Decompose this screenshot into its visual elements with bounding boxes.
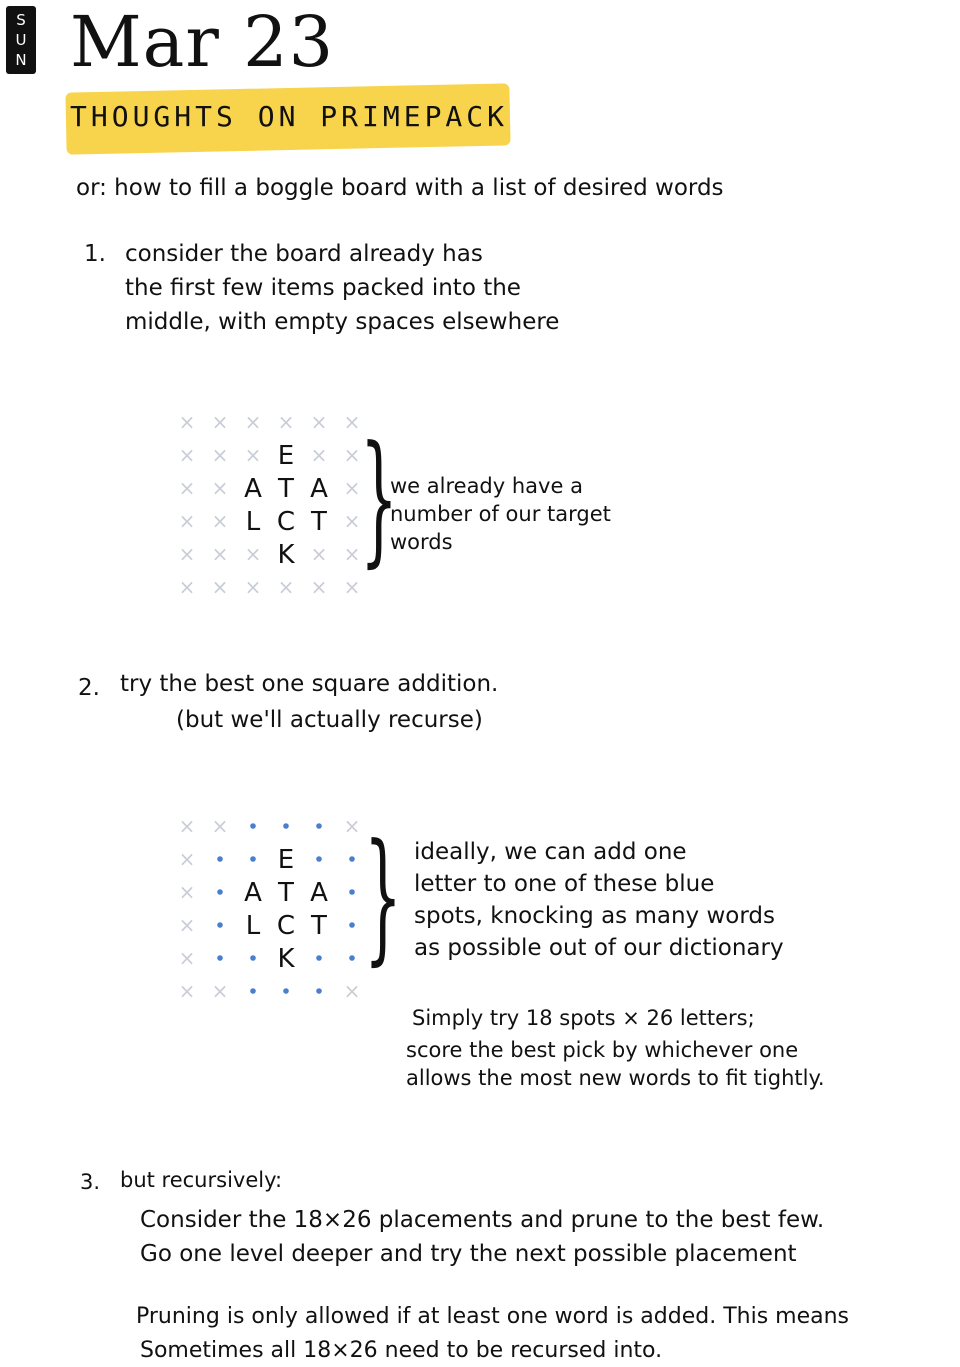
day-badge bbox=[6, 6, 36, 74]
grid2-letter-cell: L bbox=[245, 911, 261, 941]
grid2-candidate-spot bbox=[250, 955, 256, 961]
grid1-empty-cell: × bbox=[211, 542, 229, 566]
step2-note-line: as possible out of our dictionary bbox=[414, 935, 784, 961]
board-grid-1 bbox=[170, 400, 380, 600]
grid1-empty-cell: × bbox=[343, 575, 361, 599]
step2-note-line: spots, knocking as many words bbox=[414, 903, 775, 929]
grid1-empty-cell: × bbox=[310, 410, 328, 434]
step2-note2-line: score the best pick by whichever one bbox=[406, 1038, 799, 1062]
grid1-empty-cell: × bbox=[211, 509, 229, 533]
grid1-empty-cell: × bbox=[178, 443, 196, 467]
step3-line2: Pruning is only allowed if at least one word is added. This means bbox=[136, 1304, 850, 1329]
grid2-candidate-spot bbox=[316, 988, 322, 994]
grid1-empty-cell: × bbox=[211, 410, 229, 434]
grid1-letter-cell: C bbox=[276, 507, 296, 537]
grid1-empty-cell: × bbox=[178, 509, 196, 533]
grid2-empty-cell: × bbox=[178, 946, 196, 970]
grid2-candidate-spot bbox=[250, 823, 256, 829]
grid2-candidate-spot bbox=[217, 889, 223, 895]
grid2-candidate-spot bbox=[349, 955, 355, 961]
grid1-empty-cell: × bbox=[178, 410, 196, 434]
grid2-letter-cell: A bbox=[310, 878, 328, 908]
page-title: THOUGHTS ON PRIMEPACK bbox=[70, 100, 509, 133]
grid2-letter-cell: E bbox=[277, 845, 295, 875]
step1-number: 1. bbox=[84, 241, 106, 267]
grid1-empty-cell: × bbox=[310, 542, 328, 566]
grid2-candidate-spot bbox=[349, 856, 355, 862]
grid2-letter-cell: K bbox=[277, 944, 295, 974]
grid2-empty-cell: × bbox=[211, 979, 229, 1003]
right-brace: } bbox=[364, 814, 402, 979]
grid1-letter-cell: T bbox=[278, 474, 294, 504]
grid1-empty-cell: × bbox=[178, 575, 196, 599]
grid1-empty-cell: × bbox=[277, 410, 295, 434]
step2-note-line: letter to one of these blue bbox=[414, 871, 715, 897]
grid1-letter-cell: L bbox=[245, 507, 261, 537]
grid2-candidate-spot bbox=[283, 823, 289, 829]
grid1-empty-cell: × bbox=[244, 443, 262, 467]
grid2-empty-cell: × bbox=[211, 814, 229, 838]
step1-note-line: words bbox=[390, 530, 453, 554]
grid1-empty-cell: × bbox=[343, 476, 361, 500]
grid1-empty-cell: × bbox=[244, 575, 262, 599]
day-letter: U bbox=[15, 31, 27, 49]
grid2-candidate-spot bbox=[217, 955, 223, 961]
right-brace: } bbox=[360, 416, 398, 581]
step1-line: the first few items packed into the bbox=[125, 275, 521, 301]
step2-line: try the best one square addition. bbox=[120, 671, 499, 697]
grid1-letter-cell: A bbox=[244, 474, 262, 504]
grid2-empty-cell: × bbox=[178, 979, 196, 1003]
grid1-empty-cell: × bbox=[343, 509, 361, 533]
step3-number: 3. bbox=[80, 1170, 101, 1194]
grid2-letter-cell: T bbox=[311, 911, 327, 941]
grid1-empty-cell: × bbox=[310, 443, 328, 467]
page-date: Mar 23 bbox=[70, 1, 335, 83]
grid2-empty-cell: × bbox=[343, 979, 361, 1003]
grid2-empty-cell: × bbox=[178, 913, 196, 937]
step1-note-line: number of our target bbox=[390, 502, 611, 526]
grid2-candidate-spot bbox=[316, 955, 322, 961]
grid2-candidate-spot bbox=[250, 856, 256, 862]
grid1-letter-cell: K bbox=[277, 540, 295, 570]
step1-note-line: we already have a bbox=[390, 474, 583, 498]
step3-heading: but recursively: bbox=[120, 1168, 283, 1192]
step3-line: Consider the 18×26 placements and prune to the best few. bbox=[140, 1207, 825, 1233]
grid1-empty-cell: × bbox=[178, 542, 196, 566]
day-letter: N bbox=[15, 51, 27, 69]
grid1-empty-cell: × bbox=[211, 575, 229, 599]
grid1-empty-cell: × bbox=[343, 410, 361, 434]
grid2-letter-cell: T bbox=[278, 878, 294, 908]
grid2-candidate-spot bbox=[316, 856, 322, 862]
grid2-candidate-spot bbox=[316, 823, 322, 829]
grid2-candidate-spot bbox=[349, 889, 355, 895]
step2-note2-line: allows the most new words to fit tightly. bbox=[406, 1066, 825, 1090]
grid1-empty-cell: × bbox=[277, 575, 295, 599]
grid2-empty-cell: × bbox=[178, 880, 196, 904]
grid2-empty-cell: × bbox=[343, 814, 361, 838]
board-grid-2 bbox=[170, 804, 380, 1004]
grid1-empty-cell: × bbox=[211, 443, 229, 467]
grid1-empty-cell: × bbox=[343, 443, 361, 467]
grid1-empty-cell: × bbox=[244, 542, 262, 566]
step2-note2-line: Simply try 18 spots × 26 letters; bbox=[412, 1006, 755, 1030]
grid2-letter-cell: A bbox=[244, 878, 262, 908]
grid1-letter-cell: E bbox=[277, 441, 295, 471]
grid2-candidate-spot bbox=[217, 856, 223, 862]
grid2-empty-cell: × bbox=[178, 847, 196, 871]
grid1-empty-cell: × bbox=[343, 542, 361, 566]
grid2-candidate-spot bbox=[283, 988, 289, 994]
grid2-empty-cell: × bbox=[178, 814, 196, 838]
grid1-letter-cell: A bbox=[310, 474, 328, 504]
grid1-empty-cell: × bbox=[178, 476, 196, 500]
step3-line2: Sometimes all 18×26 need to be recursed into. bbox=[140, 1338, 663, 1363]
grid2-candidate-spot bbox=[217, 922, 223, 928]
step2-line: (but we'll actually recurse) bbox=[176, 707, 483, 733]
step1-line: consider the board already has bbox=[125, 241, 483, 267]
day-letter: S bbox=[16, 11, 26, 29]
grid1-empty-cell: × bbox=[244, 410, 262, 434]
grid1-empty-cell: × bbox=[211, 476, 229, 500]
grid2-letter-cell: C bbox=[276, 911, 296, 941]
grid1-letter-cell: T bbox=[311, 507, 327, 537]
step3-line: Go one level deeper and try the next possible placement bbox=[140, 1241, 797, 1267]
grid2-candidate-spot bbox=[349, 922, 355, 928]
step1-line: middle, with empty spaces elsewhere bbox=[125, 309, 560, 335]
grid2-candidate-spot bbox=[250, 988, 256, 994]
grid1-empty-cell: × bbox=[310, 575, 328, 599]
step2-number: 2. bbox=[78, 675, 100, 701]
step2-note-line: ideally, we can add one bbox=[414, 839, 687, 865]
subtitle: or: how to fill a boggle board with a list of desired words bbox=[76, 175, 724, 201]
